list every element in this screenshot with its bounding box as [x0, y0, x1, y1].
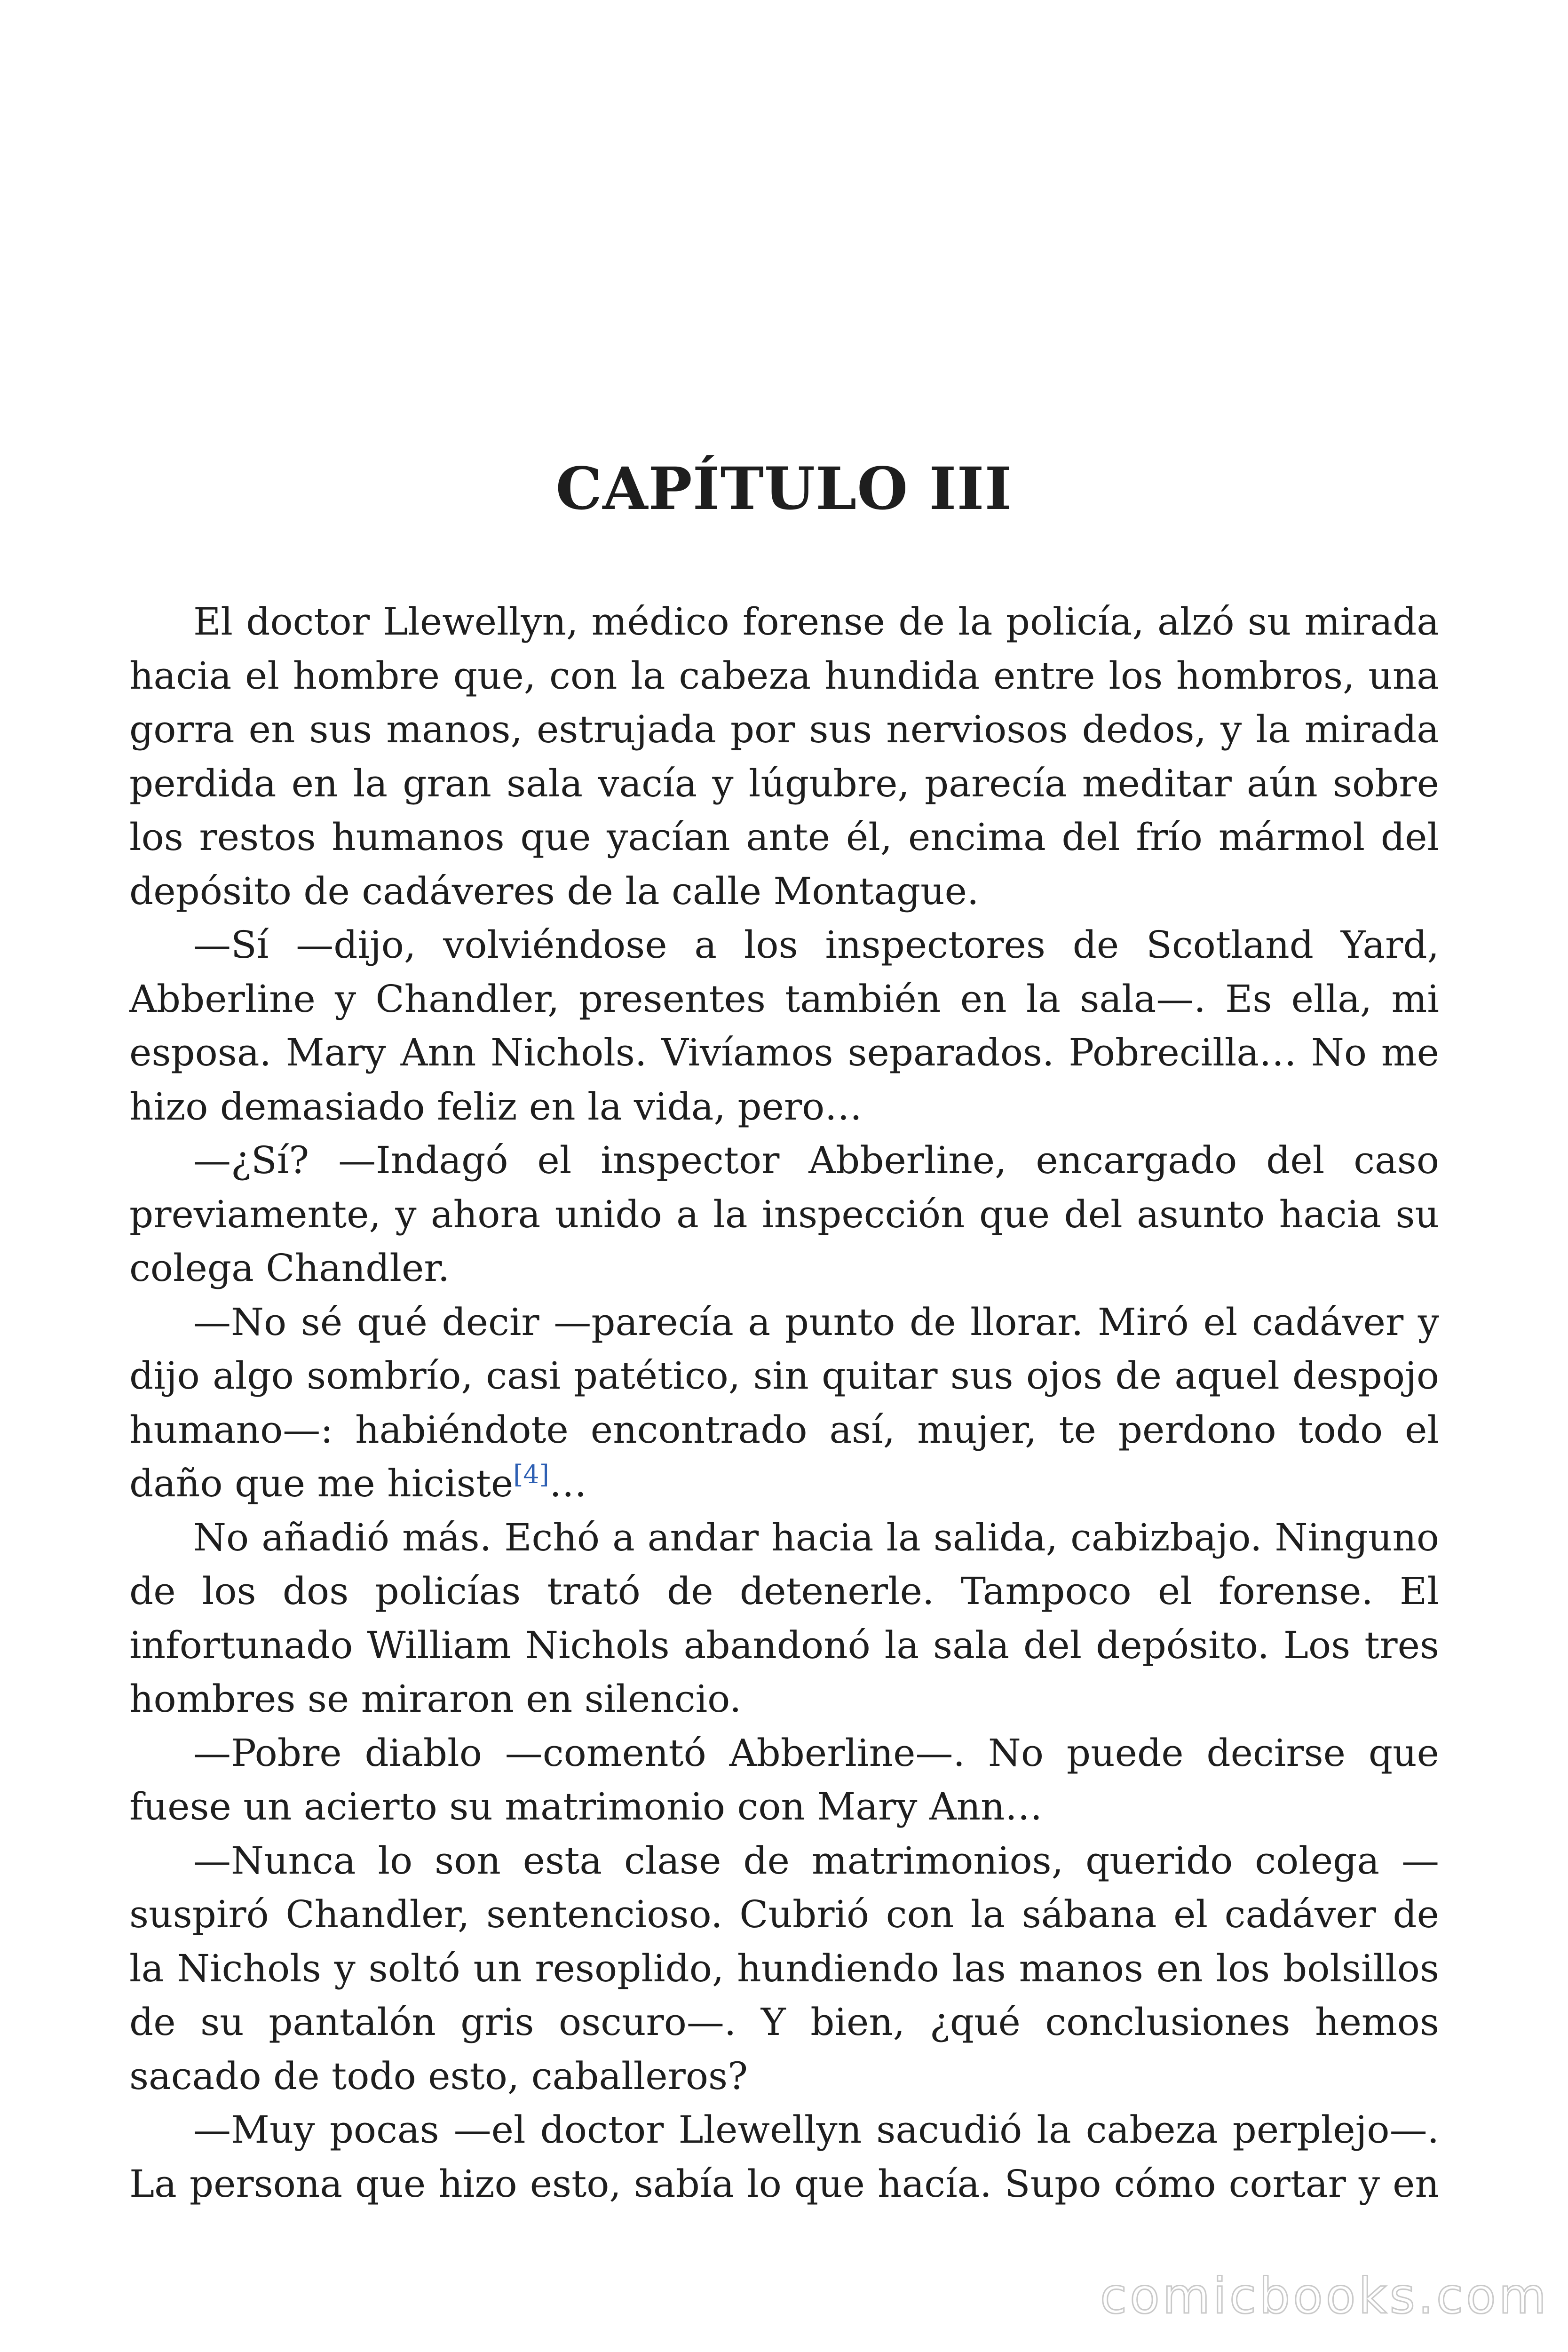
- paragraph-1: El doctor Llewellyn, médico forense de la policía, alzó su mirada hacia el hombre que, con la cabeza hundida entre los hombros, una gorra en sus manos, estrujada por sus nerviosos dedos, y la mirada perdida en la gran sala vacía y lúgubre, parecía meditar aún sobre los restos humanos que yacían ante él, encima del frío mármol del depósito de cadáveres de la calle Montague.: [129, 600, 1439, 913]
- paragraph-2: —Sí —dijo, volviéndose a los inspectores de Scotland Yard, Abberline y Chandler, presentes también en la sala—. Es ella, mi esposa. Mary Ann Nichols. Vivíamos separados. Pobrecilla… No me hizo demasiado feliz en la vida, pero…: [129, 923, 1439, 1128]
- paragraph-4-text: —No sé qué decir —parecía a punto de llorar. Miró el cadáver y dijo algo sombrío, casi patético, sin quitar sus ojos de aquel despojo humano—: habiéndote encontrado así, mujer, te perdono todo el daño que me hiciste: [129, 1300, 1439, 1505]
- chapter-body: [129, 595, 1439, 2211]
- footnote-link[interactable]: [4]: [513, 1460, 549, 1489]
- paragraph-8: —Muy pocas —el doctor Llewellyn sacudió la cabeza perplejo—. La persona que hizo esto, sabía lo que hacía. Supo cómo cortar y en: [129, 2108, 1439, 2206]
- paragraph-6: —Pobre diablo —comentó Abberline—. No puede decirse que fuese un acierto su matrimonio con Mary Ann…: [129, 1731, 1439, 1828]
- paragraph-4: [129, 1295, 1439, 1511]
- paragraph-3: —¿Sí? —Indagó el inspector Abberline, encargado del caso previamente, y ahora unido a la inspección que del asunto hacia su colega Chandler.: [129, 1138, 1439, 1290]
- paragraph-4-ellipsis: …: [549, 1462, 587, 1505]
- paragraph-5: No añadió más. Echó a andar hacia la salida, cabizbajo. Ninguno de los dos policías trató de detenerle. Tampoco el forense. El infortunado William Nichols abandonó la sala del depósito. Los tres hombres se miraron en silencio.: [129, 1515, 1439, 1721]
- chapter-title: CAPÍTULO III: [555, 455, 1013, 523]
- paragraph-7: —Nunca lo son esta clase de matrimonios, querido colega —suspiró Chandler, sentencioso. Cubrió con la sábana el cadáver de la Nichols y soltó un resoplido, hundiendo las manos en los bolsillos de su pantalón gris oscuro—. Y bien, ¿qué conclusiones hemos sacado de todo esto, caballeros?: [129, 1838, 1439, 2098]
- watermark-logo: comicbooks.com: [1100, 2267, 1549, 2325]
